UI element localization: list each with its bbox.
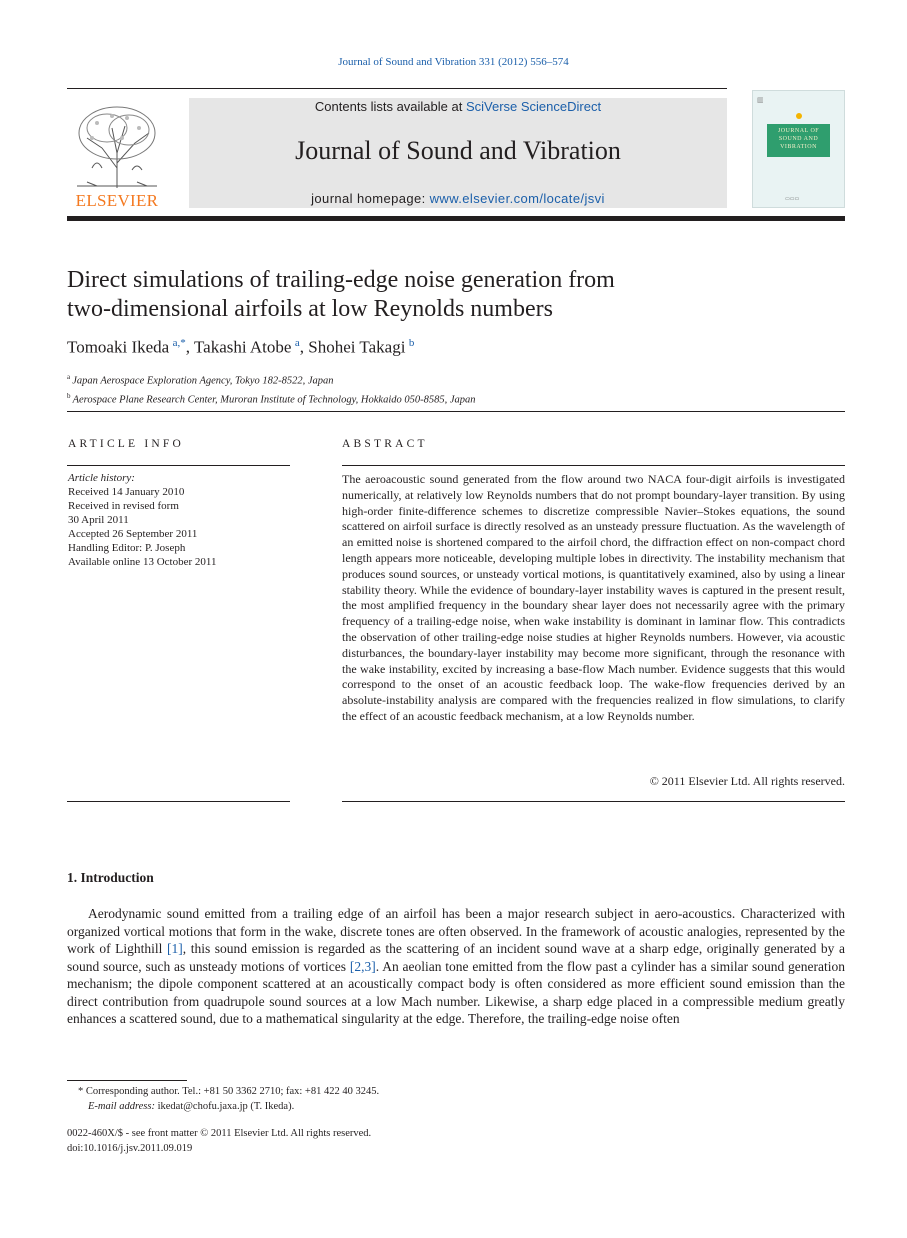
sciencedirect-link[interactable]: SciVerse ScienceDirect: [465, 99, 602, 114]
introduction-paragraph: [67, 905, 845, 1028]
abstract-bottom-rule: [342, 801, 845, 802]
history-label: Article history:: [68, 472, 135, 484]
header-thick-rule: [67, 216, 845, 221]
email-footnote: [88, 1099, 294, 1114]
author-list: Tomoaki Ikeda $^{a,*}$, Takashi Atobe $^a$, Shohei Takagi $^b$: [67, 337, 415, 357]
history-line: Accepted 26 September 2011: [68, 528, 198, 540]
contents-prefix: Contents lists available at: [314, 99, 466, 114]
author-affiliation-mark[interactable]: a: [294, 337, 300, 349]
paragraph-text: Aerodynamic sound emitted from a trailing edge of an airfoil has been a major research subject in aero-acoustics. Characterized with organized vortical motions that form in the wake, discrete tones are often observed. In the framework of acoustic analogies, represented by the work of Lighthill: [67, 906, 845, 956]
history-line: Available online 13 October 2011: [68, 556, 217, 568]
paragraph-text: . An aeolian tone emitted from the flow past a cylinder has a similar sound generation mechanism; the dipole component scattered at an acoustically compact body is often considered as more efficient sound emission than the direct contribution from quadrupole sound sources at a low Mach number. Likewise, a sharp edge placed in a compressible medium greatly enhances a scattered sound, due to a mathematical singularity at the edge. Therefore, the trailing-edge noise often: [67, 958, 846, 1026]
history-line: Received 14 January 2010: [68, 486, 185, 498]
affiliation-item: [67, 389, 476, 408]
contents-line: [189, 99, 727, 114]
cover-title-text: JOURNAL OF SOUND AND VIBRATION: [777, 128, 820, 150]
abstract-rule: [342, 465, 845, 466]
homepage-link[interactable]: www.elsevier.com/locate/jsvi: [429, 191, 605, 206]
article-history: [68, 471, 216, 569]
article-info-rule: [67, 465, 290, 466]
history-line: Handling Editor: P. Joseph: [68, 542, 186, 554]
reference-link[interactable]: [2,3]: [349, 958, 376, 974]
front-matter-line: 0022-460X/$ - see front matter © 2011 Elsevier Ltd. All rights reserved.: [67, 1128, 372, 1139]
history-line: Received in revised form: [68, 500, 179, 512]
corresponding-author-footnote: * Corresponding author. Tel.: +81 50 3362 2710; fax: +81 422 40 3245.: [78, 1086, 380, 1097]
author-name: Shohei Takagi: [308, 337, 406, 357]
affiliations: [67, 370, 476, 408]
paragraph-text: , this sound emission is regarded as the scattering of an incident sound wave at a sharp edge, originally generated by a sound source, such as unsteady motions of vortices: [67, 941, 845, 974]
email-address[interactable]: ikedat@chofu.jaxa.jp (T. Ikeda).: [154, 1101, 295, 1112]
article-title: [67, 266, 827, 324]
author-name: Takashi Atobe: [193, 337, 292, 357]
reference-link[interactable]: [1]: [166, 941, 183, 956]
section-heading-introduction: 1. Introduction: [67, 870, 154, 885]
author-affiliation-mark[interactable]: b: [408, 337, 415, 349]
affiliation-text: Japan Aerospace Exploration Agency, Tokyo 182-8522, Japan: [72, 375, 334, 387]
cover-publisher-mark: ▭▭▭: [785, 197, 800, 202]
doi-line[interactable]: doi:10.1016/j.jsv.2011.09.019: [67, 1143, 193, 1154]
journal-citation[interactable]: Journal of Sound and Vibration 331 (2012) 556–574: [338, 56, 569, 68]
affiliation-text: Aerospace Plane Research Center, Muroran Institute of Technology, Hokkaido 050-8585, Japan: [72, 394, 476, 406]
elsevier-wordmark: ELSEVIER: [75, 191, 159, 210]
history-line: 30 April 2011: [68, 514, 129, 526]
header-top-rule: [67, 88, 727, 89]
abstract-text: The aeroacoustic sound generated from the flow around two NACA four-digit airfoils is investigated numerically, at relatively low Reynolds numbers that do not prompt boundary-layer transition. By using high-order finite-difference schemes to discretize compressible Navier–Stokes equations, the sound scattered on airfoil surface is directly resolved as an unsteady pressure fluctuation. As the wavelength of an emitted noise is shortened compared to the airfoil chord, the diffraction effect on non-compact chord length appears more noticeable, developing multiple lobes in directivity. The instability mechanism that produces sound sources, or unsteady vortical motions, is quantitatively examined, also by using a linear stability theory. While the evidence of boundary-layer instability waves is captured in the present result, the most amplified frequency in the boundary shear layer does not necessarily agree with the primary frequency of a trailing-edge noise, when wake instability is dominant in laminar flow. This contradicts the observation of other trailing-edge noise studies at higher Reynolds numbers. However, via acoustic disturbances, the boundary-layer instability may become more significant, through the resonance with the wake instability, excited by increasing a base-flow Mach number. Evidence suggests that this would correspond to the onset of an acoustic feedback loop. The wake-flow frequencies derived by an absolute-instability analysis are compared with the frequencies realized in flow simulations, to clarify the effect of an acoustic feedback mechanism, at a low Reynolds number.: [342, 472, 845, 723]
author-affiliation-mark[interactable]: a,*: [172, 337, 186, 349]
title-line-2: two-dimensional airfoils at low Reynolds numbers: [67, 296, 553, 322]
cover-emblem: [796, 113, 802, 119]
affiliation-item: [67, 370, 476, 389]
homepage-line: [189, 191, 727, 206]
affiliation-mark: b: [67, 392, 71, 400]
cover-header-mark: ▥: [757, 96, 764, 104]
title-line-1: Direct simulations of trailing-edge noise generation from: [67, 267, 615, 293]
article-info-bottom-rule: [67, 801, 290, 802]
affiliation-mark: a: [67, 373, 71, 381]
email-label: E-mail address:: [88, 1101, 155, 1112]
abstract-copyright: © 2011 Elsevier Ltd. All rights reserved.: [649, 774, 845, 788]
title-bottom-rule: [67, 411, 845, 412]
homepage-prefix: journal homepage:: [311, 191, 430, 206]
journal-title: Journal of Sound and Vibration: [295, 136, 621, 165]
footnote-rule: [67, 1080, 187, 1081]
article-info-heading: ARTICLE INFO: [68, 438, 184, 450]
abstract-heading: ABSTRACT: [342, 438, 428, 450]
author-name: Tomoaki Ikeda: [67, 337, 170, 357]
